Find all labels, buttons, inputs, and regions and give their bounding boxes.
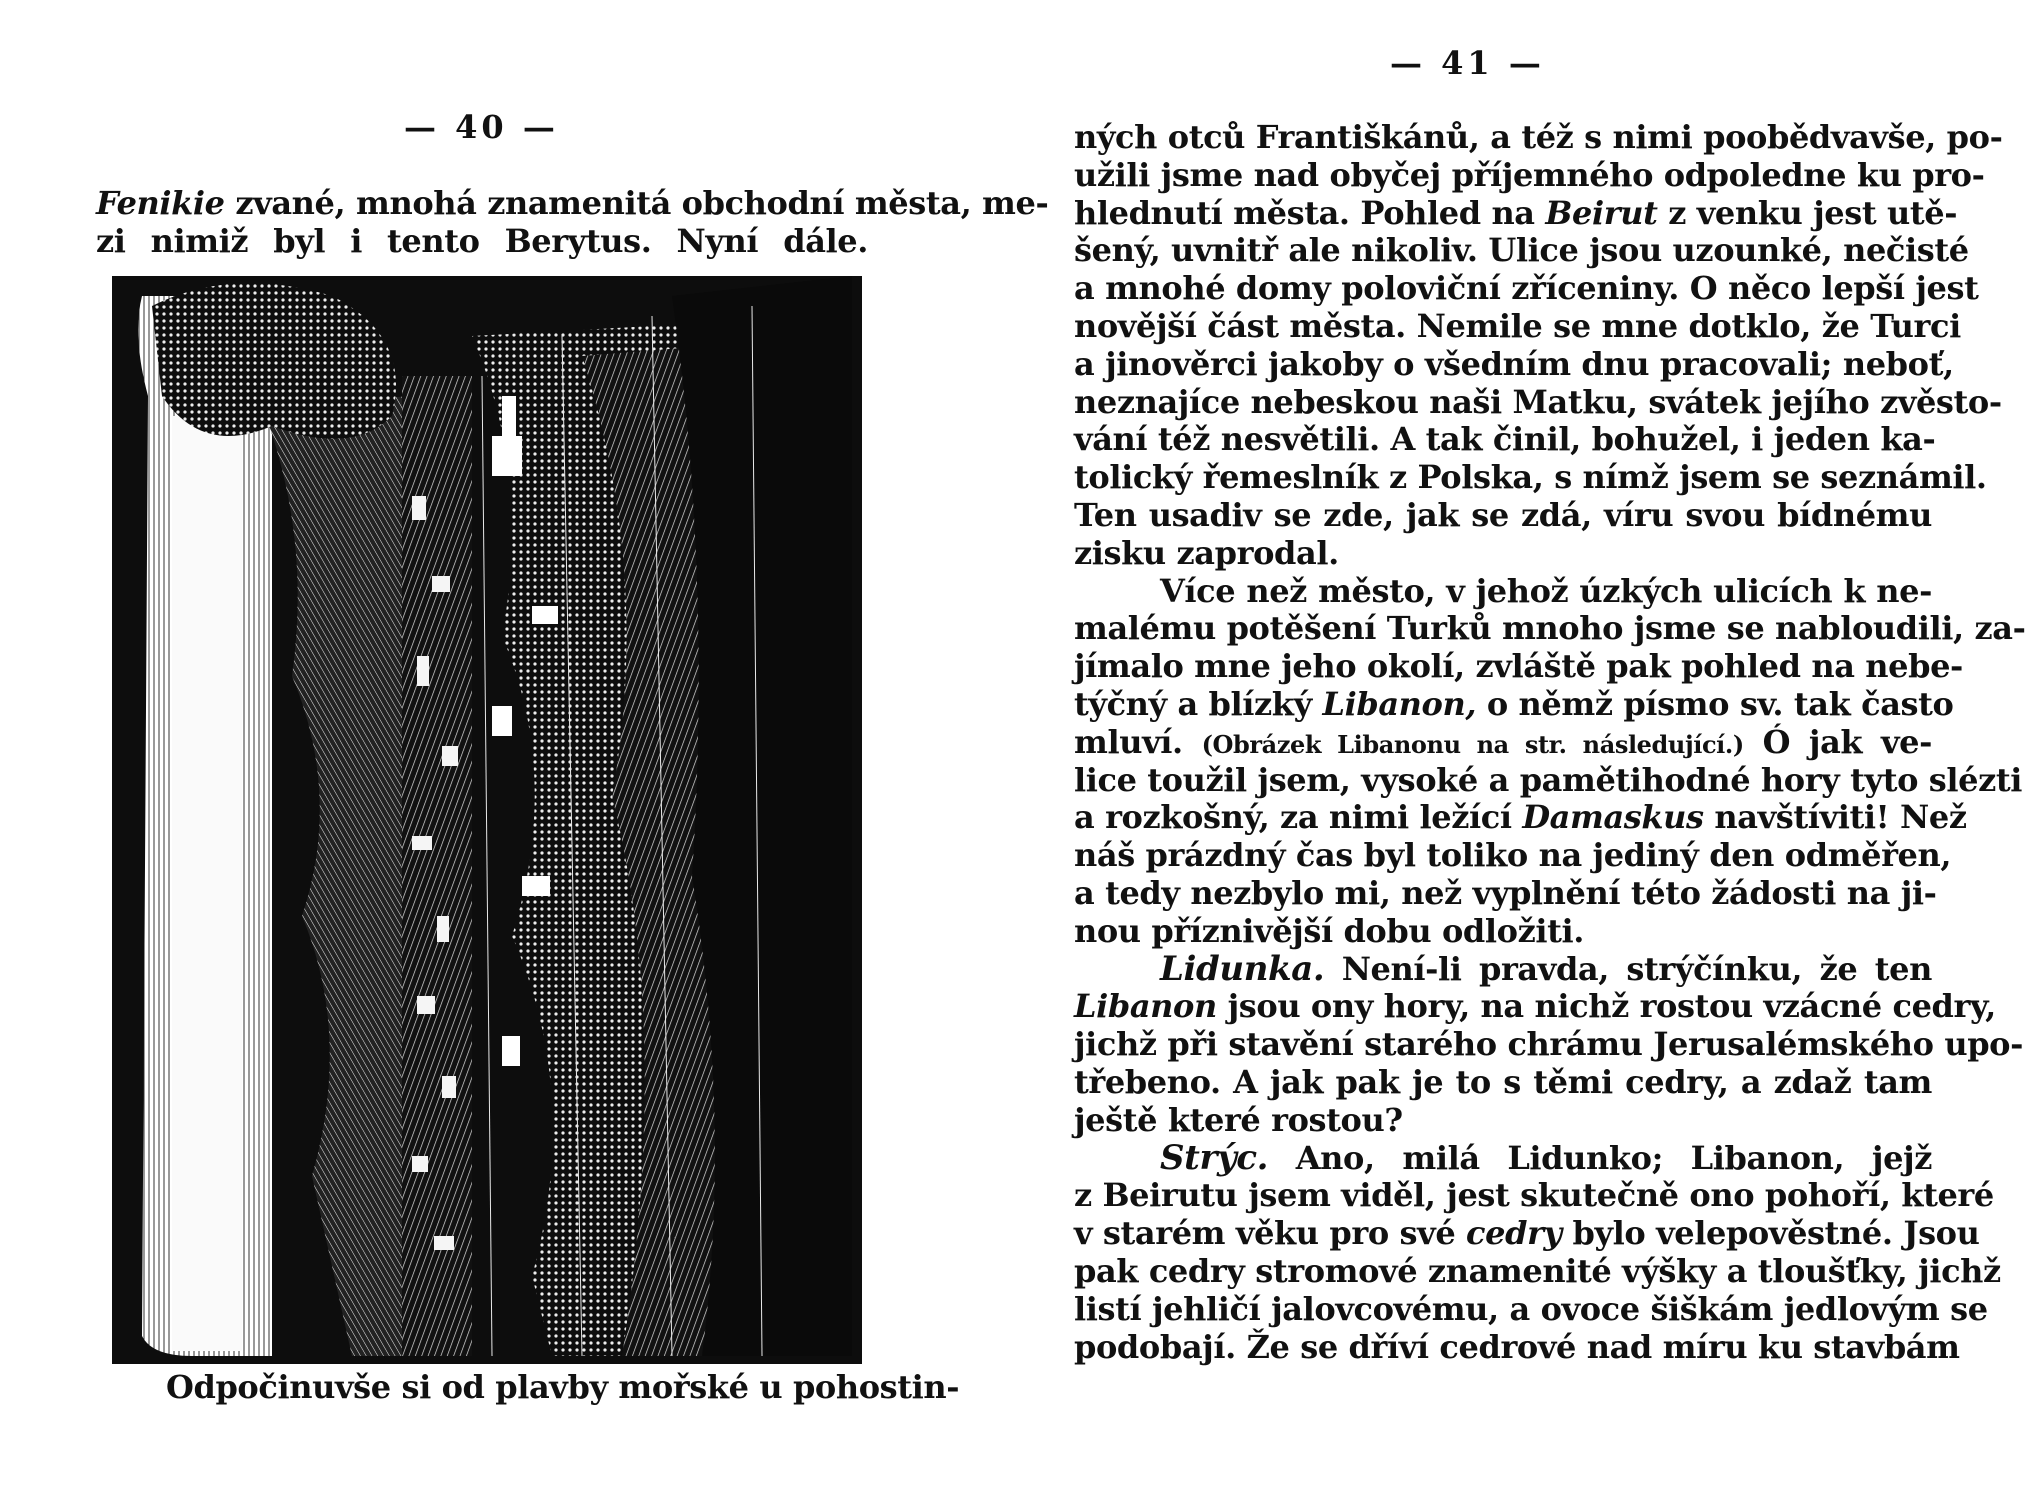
- text-line: [1160, 1139, 1932, 1177]
- text-segment: a jinověrci jakoby o všedním dnu pracovali; neboť,: [1074, 344, 1954, 383]
- text-segment: ných otců Františkánů, a též s nimi poobědvavše, po-: [1074, 118, 2003, 156]
- text-segment: nou příznivější dobu odložiti.: [1074, 911, 1584, 950]
- text-segment: vání též nesvětili. A tak činil, bohužel, i jeden ka-: [1074, 420, 1936, 459]
- text-segment: Ten usadiv se zde, jak se zdá, víru svou bídnému: [1074, 496, 1932, 534]
- text-segment: ještě které rostou?: [1074, 1100, 1403, 1139]
- text-segment: navštíviti! Než: [1703, 798, 1967, 837]
- text-line: [1074, 155, 1985, 194]
- text-segment: jsou ony hory, na nichž rostou vzácné cedry,: [1216, 987, 1996, 1026]
- text-line: [1074, 912, 1932, 950]
- text-line: [1074, 1214, 1980, 1253]
- text-segment: bylo velepověstné. Jsou: [1561, 1214, 1980, 1253]
- text-segment: týčný a blízký: [1074, 685, 1323, 723]
- text-segment: Ano, milá Lidunko; Libanon, jejž: [1268, 1138, 1932, 1177]
- text-line: [1074, 1025, 2023, 1064]
- text-line: [1074, 1063, 1932, 1101]
- italic-term: Beirut: [1545, 193, 1658, 232]
- text-segment: malému potěšení Turků mnoho jsme se nabloudili, za-: [1074, 609, 2026, 648]
- text-line: [1074, 987, 1996, 1026]
- text-line: [1160, 950, 1932, 988]
- page-number: — 41 —: [1390, 44, 1545, 82]
- text-line: [1074, 1176, 1994, 1215]
- italic-term: Libanon: [1074, 987, 1217, 1026]
- bottom-line: Odpočinuvše si od plavby mořské u pohostin-: [166, 1368, 960, 1406]
- text-segment: Ó jak ve-: [1743, 722, 1932, 761]
- text-line: [1074, 193, 1958, 232]
- text-segment: šený, uvnitř ale nikoliv. Ulice jsou uzounké, nečisté: [1074, 231, 1969, 270]
- text-segment: pak cedry stromové znamenité výšky a tloušťky, jichž: [1074, 1252, 2001, 1290]
- text-segment: tolický řemeslník z Polska, s nímž jsem se seznámil.: [1074, 458, 1987, 497]
- italic-term: Damaskus: [1522, 798, 1704, 837]
- text-segment: v starém věku pro své: [1074, 1214, 1467, 1253]
- text-line: [1074, 685, 1954, 723]
- text-segment: jímalo mne jeho okolí, zvláště pak pohled na nebe-: [1074, 647, 1963, 686]
- text-line: [1074, 269, 1979, 308]
- text-segment: neznajíce nebeskou naši Matku, svátek jejího zvěsto-: [1074, 382, 2002, 421]
- text-segment: náš prázdný čas byl toliko na jediný den odměřen,: [1074, 836, 1952, 875]
- text-segment: listí jehličí jalovcovému, a ovoce šiškám jedlovým se: [1074, 1289, 1988, 1328]
- text-segment: mluví.: [1074, 722, 1202, 761]
- text-line: [1074, 118, 2003, 156]
- italic-term: Libanon,: [1322, 685, 1477, 723]
- text-segment: třebeno. A jak pak je to s těmi cedry, a zdaž tam: [1074, 1063, 1932, 1101]
- text-line: [1074, 344, 1954, 383]
- italic-term: Fenikie: [96, 184, 225, 222]
- text-segment: o němž písmo sv. tak často: [1476, 685, 1954, 723]
- text-line: [1074, 1101, 1932, 1139]
- text-line: [96, 184, 1049, 222]
- text-line: [1074, 609, 2026, 648]
- text-line: [1074, 760, 2023, 799]
- text-line: [1074, 723, 1932, 764]
- text-segment: podobají. Že se dříví cedrové nad míru ku stavbám: [1074, 1327, 1960, 1366]
- text-line: [1074, 307, 1961, 345]
- text-line: [1074, 836, 1952, 875]
- text-segment: a rozkošný, za nimi ležící: [1074, 798, 1523, 837]
- italic-term: cedry: [1466, 1214, 1562, 1253]
- page-number: — 40 —: [404, 108, 559, 146]
- text-line: [1074, 1327, 1960, 1366]
- text-segment: (Obrázek Libanonu na str. následující.): [1201, 729, 1744, 759]
- text-segment: Není-li pravda, strýčínku, že ten: [1324, 949, 1932, 988]
- text-segment: a mnohé domy poloviční zříceniny. O něco lepší jest: [1074, 269, 1979, 308]
- text-segment: jichž při stavění starého chrámu Jerusalémského upo-: [1074, 1025, 2023, 1064]
- text-segment: zvané, mnohá znamenitá obchodní města, me-: [224, 184, 1049, 222]
- text-line: [1074, 231, 1969, 270]
- text-line: [1074, 874, 1937, 912]
- text-segment: zi nimiž byl i tento Berytus. Nyní dále.: [96, 222, 868, 260]
- text-line: [96, 222, 868, 260]
- text-line: [1074, 1289, 1988, 1328]
- text-line: [1074, 420, 1936, 459]
- text-line: [1074, 798, 1967, 837]
- engraving-illustration-beirut: [112, 276, 862, 1364]
- text-segment: z Beirutu jsem viděl, jest skutečně ono pohoří, které: [1074, 1176, 1994, 1215]
- text-segment: novější část města. Nemile se mne dotklo, že Turci: [1074, 307, 1961, 345]
- text-segment: užili jsme nad obyčej příjemného odpoledne ku pro-: [1074, 155, 1985, 194]
- text-segment: z venku jest utě-: [1657, 193, 1958, 232]
- speaker-name: Strýc.: [1160, 1137, 1269, 1178]
- text-segment: zisku zaprodal.: [1074, 533, 1339, 572]
- text-line: [1074, 382, 2002, 421]
- right-page: [1000, 0, 2026, 1500]
- text-line: [1160, 572, 1932, 610]
- text-line: [1074, 458, 1987, 497]
- speaker-name: Lidunka.: [1160, 948, 1325, 989]
- text-segment: hlednutí města. Pohled na: [1074, 193, 1546, 232]
- text-line: [1074, 647, 1963, 686]
- text-segment: a tedy nezbylo mi, než vyplnění této žádosti na ji-: [1074, 874, 1937, 912]
- text-line: [1074, 534, 1932, 572]
- text-line: [1074, 1252, 2001, 1290]
- text-line: [1074, 496, 1932, 534]
- text-segment: Více než město, v jehož úzkých ulicích k ne-: [1160, 571, 1932, 610]
- text-segment: lice toužil jsem, vysoké a pamětihodné hory tyto slézti: [1074, 760, 2023, 799]
